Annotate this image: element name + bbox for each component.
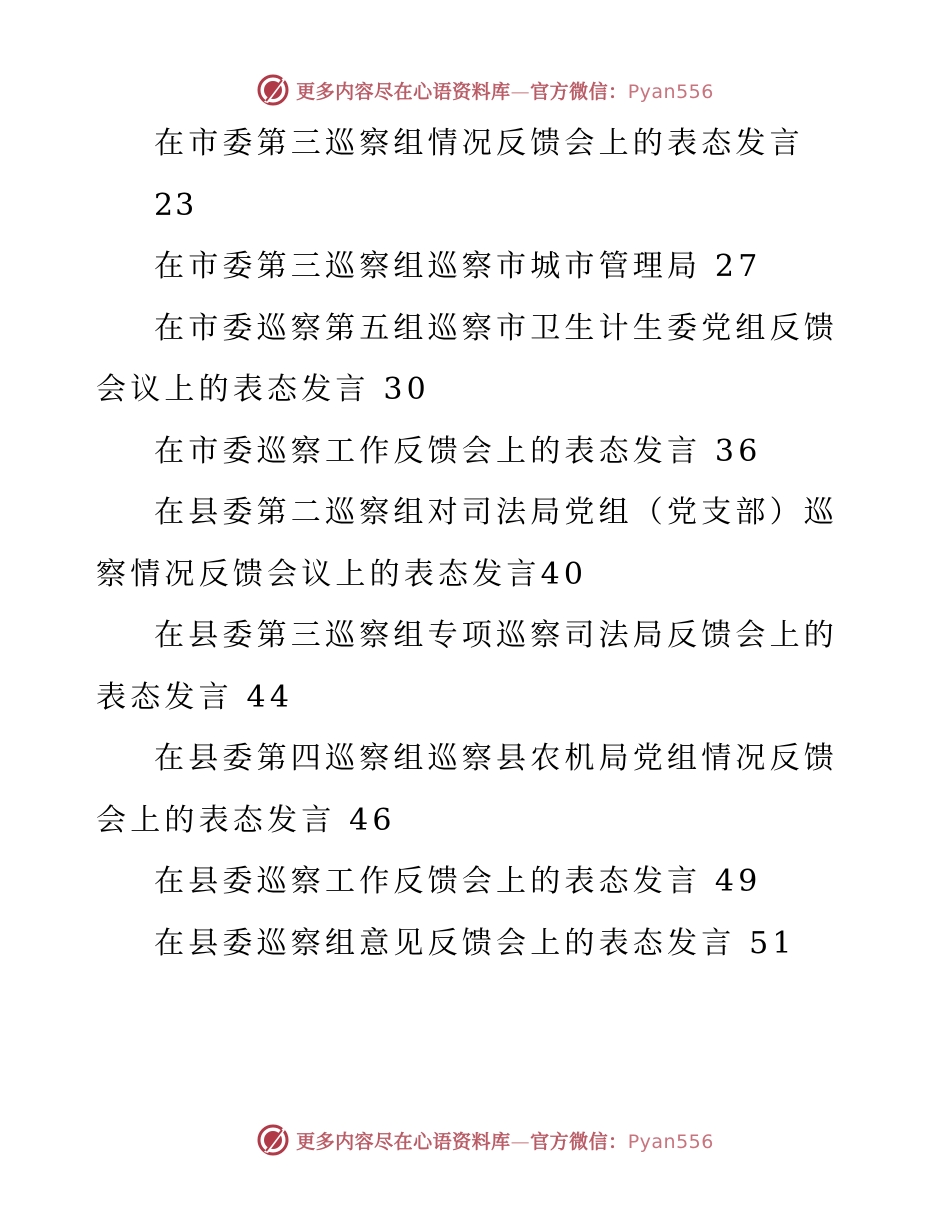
header-banner — [0, 68, 950, 112]
toc-entry-line: 在县委巡察组意见反馈会上的表态发言 51 — [154, 925, 796, 961]
banner-wechat-label: 官方微信： — [530, 80, 628, 103]
banner-wechat-id: Pyan556 — [627, 1130, 714, 1153]
toc-entry[interactable] — [0, 482, 950, 605]
toc-entry-line: 表态发言 44 — [96, 679, 294, 715]
banner-site-name: 更多内容尽在心语资料库 — [296, 80, 511, 103]
toc-entry[interactable] — [0, 913, 950, 975]
banner-wechat-id: Pyan556 — [627, 80, 714, 103]
toc-entry-line: 在市委第三巡察组情况反馈会上的表态发言 — [154, 126, 804, 161]
toc-entry-line: 在市委巡察第五组巡察市卫生计生委党组反馈 — [154, 310, 838, 346]
toc-entry[interactable] — [0, 236, 950, 298]
toc-entry[interactable] — [0, 298, 950, 421]
footer-banner — [0, 1118, 950, 1162]
toc-entry[interactable] — [0, 728, 950, 851]
quill-pen-logo-icon — [256, 73, 290, 107]
toc-entry-line: 会上的表态发言 46 — [96, 802, 396, 838]
toc-entry-line: 在县委第二巡察组对司法局党组（党支部）巡 — [154, 495, 838, 530]
toc-list — [0, 113, 950, 974]
toc-entry-line: 在县委第四巡察组巡察县农机局党组情况反馈 — [154, 741, 838, 776]
banner-site-name: 更多内容尽在心语资料库 — [296, 1130, 511, 1153]
banner-text — [296, 1127, 714, 1154]
toc-entry-line: 在县委第三巡察组专项巡察司法局反馈会上的 — [154, 618, 838, 653]
banner-text — [296, 77, 714, 104]
toc-entry-line: 在市委第三巡察组巡察市城市管理局 27 — [154, 249, 762, 284]
toc-entry[interactable] — [0, 605, 950, 728]
toc-entry[interactable] — [0, 113, 950, 236]
toc-entry-line: 察情况反馈会议上的表态发言40 — [96, 556, 588, 592]
header-banner-content — [256, 73, 714, 107]
toc-entry-line: 在市委巡察工作反馈会上的表态发言 36 — [154, 433, 762, 469]
toc-entry-line: 在县委巡察工作反馈会上的表态发言 49 — [154, 864, 762, 899]
footer-banner-content — [256, 1123, 714, 1157]
banner-separator: — — [510, 1130, 531, 1153]
banner-separator: — — [510, 80, 531, 103]
toc-entry-page-number: 23 — [154, 187, 197, 223]
toc-entry[interactable] — [0, 851, 950, 913]
quill-pen-logo-icon — [256, 1123, 290, 1157]
banner-wechat-label: 官方微信： — [530, 1130, 628, 1153]
toc-entry-line: 会议上的表态发言 30 — [96, 372, 430, 407]
toc-entry[interactable] — [0, 421, 950, 483]
